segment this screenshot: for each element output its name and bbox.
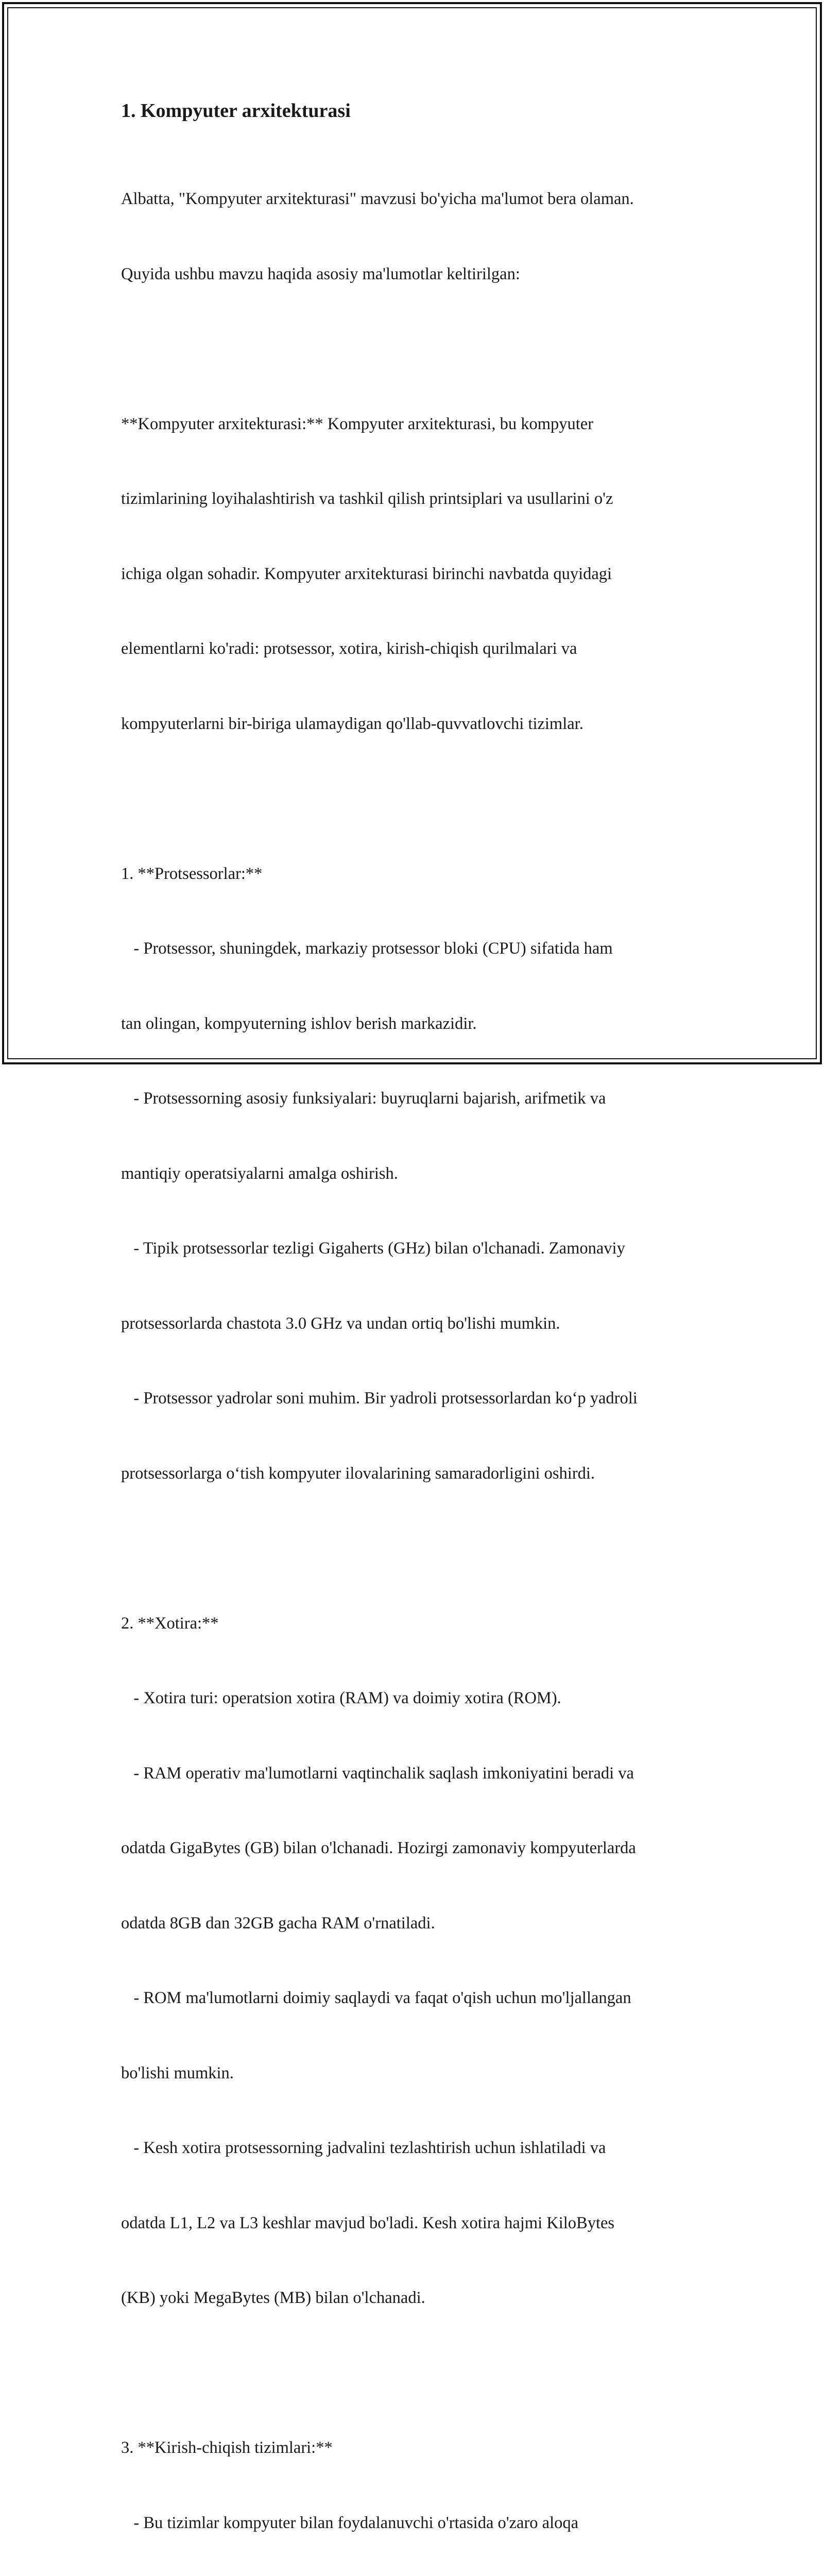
section-memory (121, 1561, 729, 2361)
definition-paragraph (121, 362, 729, 787)
document-title: 1. Kompyuter arxitekturasi (121, 100, 351, 122)
text-line: (KB) yoki MegaBytes (MB) bilan o'lchanadi. (121, 2289, 425, 2307)
intro-paragraph (121, 137, 729, 336)
section-heading: 2. **Xotira:** (121, 1614, 219, 1633)
spacer (121, 126, 729, 137)
spacer (121, 1536, 729, 1561)
spacer (121, 2361, 729, 2386)
text-line: - Xotira turi: operatsion xotira (RAM) va doimiy xotira (ROM). (121, 1689, 561, 1707)
text-line: odatda GigaBytes (GB) bilan o'lchanadi. Hozirgi zamonaviy kompyuterlarda (121, 1839, 636, 1857)
text-line: protsessorlarga oʻtish kompyuter ilovalarining samaradorligini oshirdi. (121, 1464, 595, 1483)
section-heading: 3. **Kirish-chiqish tizimlari:** (121, 2438, 333, 2457)
text-line: bo'lishi mumkin. (121, 2063, 234, 2082)
text-line: - ROM ma'lumotlarni doimiy saqlaydi va faqat o'qish uchun mo'ljallangan (121, 1989, 631, 2007)
text-line: - Kesh xotira protsessorning jadvalini tezlashtirish uchun ishlatiladi va (121, 2139, 606, 2157)
text-line: - RAM operativ ma'lumotlarni vaqtinchalik saqlash imkoniyatini beradi va (121, 1764, 634, 1783)
text-line: elementlarni ko'radi: protsessor, xotira, kirish-chiqish qurilmalari va (121, 639, 577, 658)
text-line: Quyida ushbu mavzu haqida asosiy ma'lumotlar keltirilgan: (121, 264, 520, 283)
spacer (121, 786, 729, 811)
text-line: - Protsessor, shuningdek, markaziy protsessor bloki (CPU) sifatida ham (121, 939, 613, 958)
text-line: tizimlarining loyihalashtirish va tashkil qilish printsiplari va usullarini o'z (121, 489, 613, 508)
section-processors (121, 811, 729, 1536)
text-line: odatda L1, L2 va L3 keshlar mavjud bo'ladi. Kesh xotira hajmi KiloBytes (121, 2213, 615, 2232)
text-line: ichiga olgan sohadir. Kompyuter arxitekturasi birinchi navbatda quyidagi (121, 564, 612, 583)
document-body (121, 95, 729, 2576)
text-line: - Tipik protsessorlar tezligi Gigaherts (GHz) bilan o'lchanadi. Zamonaviy (121, 1239, 625, 1258)
text-line: - Bu tizimlar kompyuter bilan foydalanuvchi o'rtasida o'zaro aloqa (121, 2513, 579, 2532)
spacer (121, 336, 729, 362)
text-line: kompyuterlarni bir-biriga ulamaydigan qo'llab-quvvatlovchi tizimlar. (121, 714, 583, 733)
section-heading: 1. **Protsessorlar:** (121, 864, 263, 883)
text-line: Albatta, "Kompyuter arxitekturasi" mavzusi bo'yicha ma'lumot bera olaman. (121, 190, 634, 208)
text-line: mantiqiy operatsiyalarni amalga oshirish. (121, 1164, 398, 1183)
text-line: - Protsessor yadrolar soni muhim. Bir yadroli protsessorlardan koʻp yadroli (121, 1389, 638, 1408)
text-line: protsessorlarda chastota 3.0 GHz va undan ortiq bo'lishi mumkin. (121, 1314, 560, 1333)
section-io-systems (121, 2385, 729, 2576)
text-line: **Kompyuter arxitekturasi:** Kompyuter arxitekturasi, bu kompyuter (121, 414, 594, 433)
text-line: odatda 8GB dan 32GB gacha RAM o'rnatiladi. (121, 1913, 435, 1933)
text-line: tan olingan, kompyuterning ishlov berish markazidir. (121, 1014, 477, 1033)
text-line: - Protsessorning asosiy funksiyalari: buyruqlarni bajarish, arifmetik va (121, 1089, 606, 1108)
